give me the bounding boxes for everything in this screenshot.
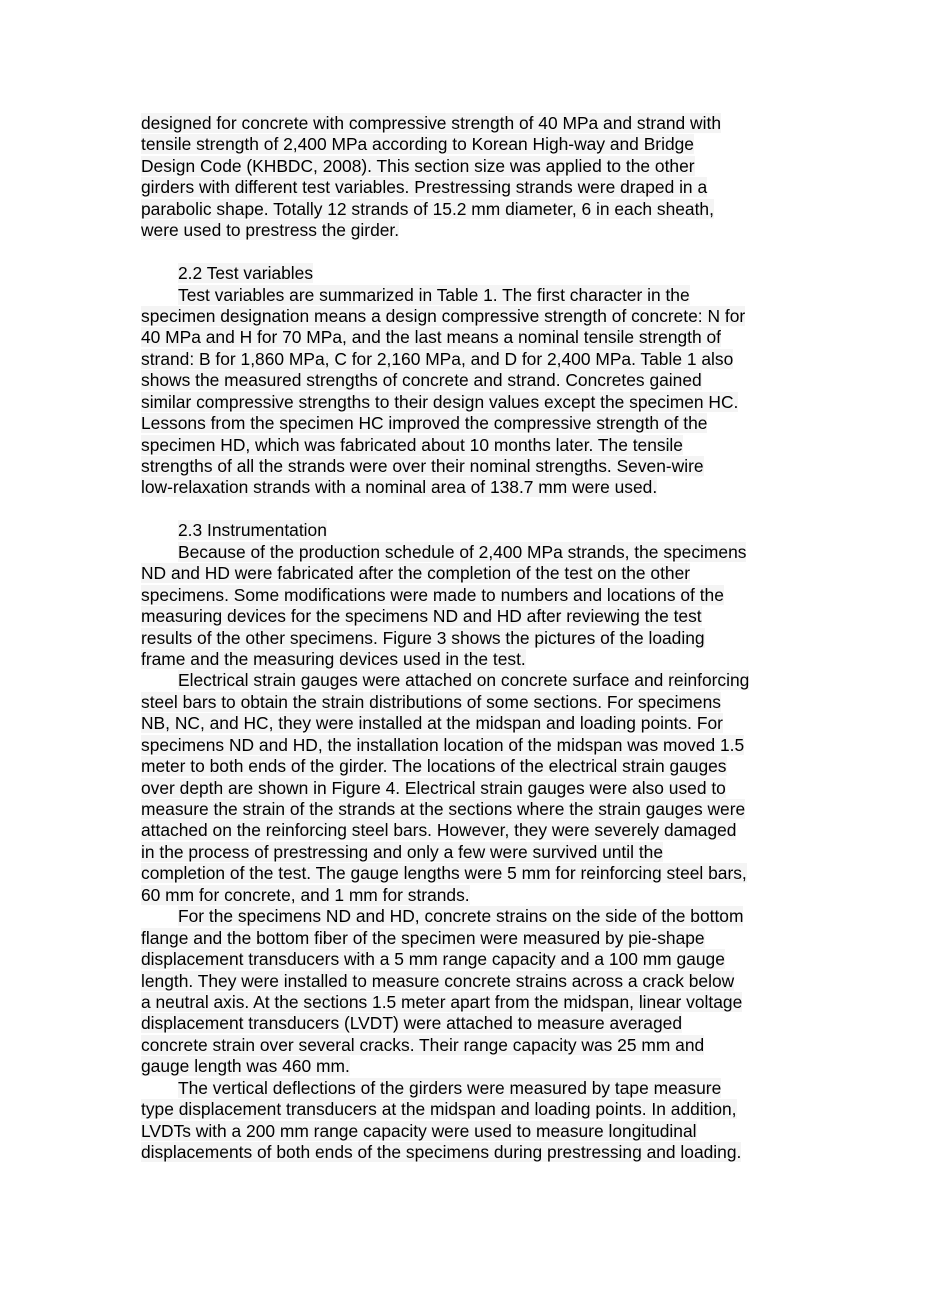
text-line: displacement transducers with a 5 mm range capacity and a 100 mm gauge bbox=[141, 949, 725, 970]
text-line: in the process of prestressing and only a few were survived until the bbox=[141, 841, 663, 862]
text-line: Lessons from the specimen HC improved the compressive strength of the bbox=[141, 413, 708, 434]
text-line: a neutral axis. At the sections 1.5 meter apart from the midspan, linear voltage bbox=[141, 991, 743, 1012]
text-line: type displacement transducers at the midspan and loading points. In addition, bbox=[141, 1099, 737, 1120]
text-line: strand: B for 1,860 MPa, C for 2,160 MPa, and D for 2,400 MPa. Table 1 also bbox=[141, 348, 734, 369]
text-line: tensile strength of 2,400 MPa according to Korean High-way and Bridge bbox=[141, 134, 694, 155]
text-line: measure the strain of the strands at the sections where the strain gauges were bbox=[141, 799, 746, 819]
text-line: specimen HD, which was fabricated about 10 months later. The tensile bbox=[141, 434, 683, 455]
text-line: LVDTs with a 200 mm range capacity were used to measure longitudinal bbox=[141, 1120, 697, 1141]
text-line: meter to both ends of the girder. The locations of the electrical strain gauges bbox=[141, 756, 727, 777]
text-line: were used to prestress the girder. bbox=[141, 220, 400, 241]
text-line: specimens ND and HD, the installation location of the midspan was moved 1.5 bbox=[141, 734, 745, 755]
text-line: For the specimens ND and HD, concrete strains on the side of the bottom bbox=[178, 906, 744, 927]
text-line: Electrical strain gauges were attached on concrete surface and reinforcing bbox=[178, 670, 750, 691]
text-line: designed for concrete with compressive strength of 40 MPa and strand with bbox=[141, 113, 721, 133]
text-line: completion of the test. The gauge lengths were 5 mm for reinforcing steel bars, bbox=[141, 863, 747, 884]
text-line: 40 MPa and H for 70 MPa, and the last means a nominal tensile strength of bbox=[141, 327, 722, 348]
text-line: displacement transducers (LVDT) were attached to measure averaged bbox=[141, 1013, 682, 1034]
text-line: specimens. Some modifications were made to numbers and locations of the bbox=[141, 584, 724, 605]
text-line: strengths of all the strands were over their nominal strengths. Seven-wire bbox=[141, 456, 704, 476]
text-line: length. They were installed to measure concrete strains across a crack below bbox=[141, 970, 735, 991]
section-heading-2-2: 2.2 Test variables bbox=[178, 263, 314, 284]
paragraph-gap bbox=[141, 242, 801, 263]
text-line: frame and the measuring devices used in the test. bbox=[141, 648, 526, 669]
text-line: attached on the reinforcing steel bars. However, they were severely damaged bbox=[141, 820, 737, 841]
text-line: over depth are shown in Figure 4. Electrical strain gauges were also used to bbox=[141, 777, 726, 798]
text-line: gauge length was 460 mm. bbox=[141, 1056, 350, 1077]
paragraph-gap bbox=[141, 499, 801, 520]
section-heading-2-3: 2.3 Instrumentation bbox=[178, 520, 327, 541]
text-line: results of the other specimens. Figure 3 shows the pictures of the loading bbox=[141, 627, 705, 648]
paragraph-instrumentation-4 bbox=[141, 1078, 801, 1164]
text-line: Because of the production schedule of 2,400 MPa strands, the specimens bbox=[178, 541, 747, 562]
text-line: low-relaxation strands with a nominal area of 138.7 mm were used. bbox=[141, 477, 658, 498]
text-line: 60 mm for concrete, and 1 mm for strands. bbox=[141, 884, 470, 905]
paragraph-test-variables bbox=[141, 285, 801, 499]
text-line: flange and the bottom fiber of the specimen were measured by pie-shape bbox=[141, 927, 705, 948]
text-line: parabolic shape. Totally 12 strands of 15.2 mm diameter, 6 in each sheath, bbox=[141, 198, 714, 219]
text-line: NB, NC, and HC, they were installed at the midspan and loading points. For bbox=[141, 713, 723, 734]
text-line: displacements of both ends of the specimens during prestressing and loading. bbox=[141, 1142, 742, 1162]
text-line: Design Code (KHBDC, 2008). This section size was applied to the other bbox=[141, 155, 695, 176]
text-line: The vertical deflections of the girders were measured by tape measure bbox=[178, 1077, 722, 1098]
text-line: girders with different test variables. Prestressing strands were draped in a bbox=[141, 177, 708, 198]
text-line: Test variables are summarized in Table 1. The first character in the bbox=[178, 284, 690, 305]
document-page bbox=[141, 113, 801, 1163]
text-line: shows the measured strengths of concrete and strand. Concretes gained bbox=[141, 370, 702, 391]
text-line: similar compressive strengths to their design values except the specimen HC. bbox=[141, 391, 739, 412]
paragraph-instrumentation-3 bbox=[141, 906, 801, 1078]
text-line: specimen designation means a design compressive strength of concrete: N for bbox=[141, 305, 746, 326]
text-line: concrete strain over several cracks. Their range capacity was 25 mm and bbox=[141, 1034, 705, 1055]
paragraph-instrumentation-1 bbox=[141, 542, 801, 671]
text-line: steel bars to obtain the strain distributions of some sections. For specimens bbox=[141, 691, 721, 712]
paragraph-intro bbox=[141, 113, 801, 242]
paragraph-instrumentation-2 bbox=[141, 670, 801, 906]
text-line: measuring devices for the specimens ND and HD after reviewing the test bbox=[141, 606, 702, 627]
text-line: ND and HD were fabricated after the completion of the test on the other bbox=[141, 563, 691, 584]
